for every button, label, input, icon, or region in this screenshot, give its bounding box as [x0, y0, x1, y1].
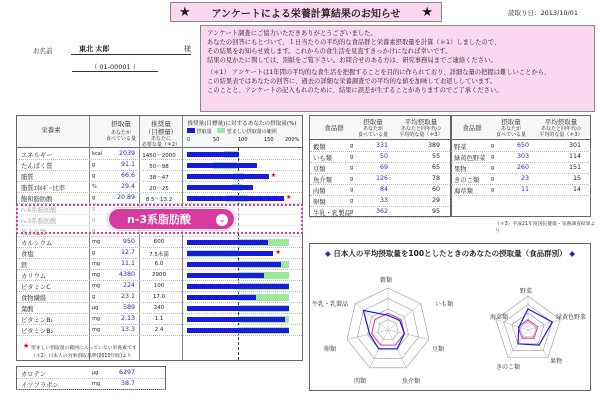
nutrient-intake: 12.7 — [120, 249, 135, 256]
nutrient-unit: g — [92, 162, 96, 168]
nutrient-row — [17, 259, 302, 270]
nutrient-unit: % — [92, 184, 97, 190]
food-average: 151 — [568, 164, 581, 171]
food-row — [451, 152, 591, 163]
food-name: 肉類 — [313, 188, 326, 195]
header-intake-left: 摂取量 — [363, 118, 383, 126]
nutrient-recommended: 240 — [153, 305, 165, 311]
nutrient-unit: mg — [92, 261, 101, 267]
nutrient-unit: mg — [92, 327, 101, 333]
food-unit: g — [491, 143, 495, 149]
radar-label: 肉類 — [354, 378, 367, 385]
header-avg-left: 平均摂取量 — [404, 118, 438, 126]
food-intake: 84 — [379, 186, 388, 193]
nutrient-row — [17, 314, 302, 325]
food-row — [310, 152, 450, 163]
notice-line: （＊1） アンケートは1年間の平均的な食生活を把握することを目的に作られており、詳細な量の把握は難しいことから、 — [207, 69, 551, 76]
food-name: きのこ類 — [454, 177, 480, 184]
nutrient-row — [17, 193, 302, 204]
header-intake-right: 摂取量 — [501, 118, 521, 126]
food-average: 78 — [431, 175, 440, 182]
nutrient-unit: kcal — [92, 151, 103, 157]
nutrient-recommended: 17.0 — [152, 294, 166, 300]
intake-bar — [187, 163, 257, 168]
header-chart: 推奨量(目標量)に対するあなたの摂取量(%) — [187, 121, 297, 127]
food-name: 卵類 — [313, 199, 326, 206]
header-food-group-left: 食品群 — [324, 124, 344, 132]
legend-range-label: 望ましい摂取量の範囲 — [226, 129, 277, 135]
food-group-panel — [309, 115, 591, 217]
radar-intake-line — [363, 310, 404, 349]
food-average: 15 — [572, 175, 581, 182]
food-intake: 303 — [516, 153, 529, 160]
radar-charts — [310, 244, 592, 392]
nutrient-row — [17, 303, 302, 314]
nutrient-unit: mg — [92, 239, 101, 245]
nutrient-unit: μg — [92, 370, 99, 376]
food-average: 60 — [431, 186, 440, 193]
nutrient-recommended: 20〜25 — [149, 186, 169, 192]
extra-nutrient-panel — [16, 366, 166, 390]
nutrient-name: 脂質ｴﾈﾙｷﾞｰ比率 — [21, 185, 66, 192]
food-name: 果物 — [454, 166, 467, 173]
radar-label: きのこ類 — [496, 364, 521, 371]
food-footnote: （＊3）平成21年度国民健康・栄養調査結果より — [495, 222, 596, 234]
diamond-icon: ◆ — [569, 249, 575, 258]
food-unit: g — [491, 165, 495, 171]
read-date: 読取り日：2013/10/01 — [508, 9, 578, 17]
radar-label: 牛乳・乳製品 — [312, 301, 349, 308]
person-name: 東北 太郎 — [79, 45, 110, 53]
nutrient-intake: 2.13 — [120, 315, 135, 322]
dropdown-label: n-3系脂肪酸 — [127, 213, 192, 226]
nutrient-recommended: 600 — [153, 239, 165, 245]
n3-fatty-acid-dropdown[interactable] — [108, 208, 235, 230]
legend — [187, 128, 277, 136]
food-intake: 650 — [516, 142, 529, 149]
food-average: 65 — [431, 164, 440, 171]
nutrient-unit: g — [92, 250, 96, 256]
food-row — [310, 207, 450, 218]
food-average: 389 — [427, 142, 440, 149]
radar-panel — [309, 243, 591, 391]
warning-star-icon: ★ — [275, 249, 281, 256]
intake-bar — [187, 262, 281, 267]
intake-bar — [187, 185, 253, 190]
header-avg-right: 平均摂取量 — [544, 118, 578, 126]
warning-star-icon: ★ — [270, 172, 277, 179]
intake-bar — [187, 174, 269, 179]
nutrient-unit: g — [92, 195, 96, 201]
extra-nutrient-row — [17, 368, 165, 379]
notice-line: この結果表ではあなたの回答に、過去の詳細な栄養調査での平均的な値を加味してお返ししています。 — [207, 78, 497, 85]
notice-paragraph-2 — [207, 68, 588, 95]
nutrient-name: 葉酸 — [21, 306, 34, 313]
nutrient-row — [17, 248, 302, 259]
food-intake: 23 — [520, 175, 529, 182]
radar-label: 豆類 — [432, 346, 445, 353]
food-name: 魚介類 — [313, 177, 332, 184]
nutrient-name: 飽和脂肪酸 — [21, 196, 53, 203]
food-intake: 69 — [379, 164, 388, 171]
food-unit: g — [350, 176, 354, 182]
intake-bar — [187, 196, 284, 201]
header-intake-sub: あなたが 食べている量 — [105, 130, 136, 142]
nutrient-name: ビタミンB₂ — [21, 328, 54, 335]
scale-50: 50 — [213, 137, 220, 143]
nutrient-intake: 29.4 — [120, 183, 135, 190]
food-row — [451, 174, 591, 185]
food-row — [310, 174, 450, 185]
legend-range-swatch — [217, 128, 225, 133]
nutrient-row — [17, 325, 302, 336]
food-name: 海草類 — [454, 188, 473, 195]
food-row — [310, 163, 450, 174]
star-right-icon: ★ — [421, 4, 433, 20]
food-unit: g — [350, 154, 354, 160]
food-name: 野菜 — [454, 144, 467, 151]
header-food-group-right: 食品群 — [462, 124, 482, 132]
intake-bar — [187, 251, 273, 256]
nutrient-recommended: 2900 — [152, 272, 166, 278]
food-name: 緑黄色野菜 — [454, 155, 486, 162]
radar-label: 海草類 — [490, 314, 509, 321]
nutrient-intake: 23.1 — [120, 293, 135, 300]
nutrient-name: ビタミンB₁ — [21, 317, 54, 324]
notice-line: 結果の見かたに関しては、別紙をご覧下さい。お問合せのある方は、研究事務局までご連絡ください。 — [207, 57, 497, 64]
nutrient-row — [17, 171, 302, 182]
name-label: お名前 — [33, 47, 53, 55]
radar-label: 緑黄色野菜 — [556, 314, 587, 321]
nutrient-unit: g — [92, 294, 96, 300]
note-reference: （＊2）日本人の食事摂取基準(2010年版)より — [31, 354, 132, 359]
radar-label: 卵類 — [324, 346, 337, 353]
star-icon: ★ — [23, 342, 30, 350]
nutrient-name: たんぱく質 — [21, 163, 53, 170]
food-row — [310, 141, 450, 152]
radar-label: いも類 — [435, 301, 454, 308]
notice-paragraph-1 — [207, 29, 588, 65]
intake-bar — [187, 317, 285, 322]
warning-star-icon: ★ — [285, 194, 292, 201]
radar-label: 果物 — [550, 358, 563, 365]
radar-label: 野菜 — [520, 288, 533, 295]
nutrient-intake: 13.3 — [120, 326, 135, 333]
nutrient-name: ビタミンC — [21, 284, 51, 291]
nutrient-row — [17, 237, 302, 248]
header-nutrient: 栄養素 — [41, 126, 61, 134]
nutrient-intake: 589 — [122, 304, 135, 311]
food-average: 29 — [431, 197, 440, 204]
nutrient-recommended: 38〜47 — [149, 175, 169, 181]
nutrient-recommended: 100 — [153, 283, 165, 289]
food-unit: g — [350, 209, 354, 215]
nutrient-recommended: 8.5〜13.2 — [145, 197, 173, 203]
nutrient-row — [17, 292, 302, 303]
nutrient-recommended: 1.1 — [154, 316, 164, 322]
header-intake: 摂取量 — [111, 120, 131, 128]
nutrient-name: 脂質 — [21, 174, 34, 181]
nutrient-recommended: 6.0 — [154, 261, 164, 267]
diamond-icon: ◆ — [325, 249, 331, 258]
food-name: いも類 — [313, 155, 332, 162]
food-intake: 331 — [375, 142, 388, 149]
radar-label: 穀類 — [380, 277, 393, 284]
person-id: （ 01-00001 ） — [72, 62, 158, 72]
header-intake-sub-right: あなたが 食べている量 — [495, 126, 526, 138]
food-unit: g — [350, 143, 354, 149]
food-row — [451, 185, 591, 196]
food-unit: g — [350, 187, 354, 193]
food-row — [310, 185, 450, 196]
food-unit: g — [491, 176, 495, 182]
food-intake: 362 — [375, 208, 388, 215]
food-name: 穀類 — [313, 144, 326, 151]
nutrient-name: 鉄 — [21, 262, 28, 269]
nutrient-intake: 950 — [122, 238, 135, 245]
nutrient-row — [17, 160, 302, 171]
nutrient-intake: 6297 — [118, 369, 135, 376]
notice-box — [200, 25, 595, 112]
header-recommended: 推奨量 （目標量） — [144, 120, 178, 136]
food-unit: g — [491, 154, 495, 160]
nutrient-row — [17, 281, 302, 292]
header-intake-sub-left: あなたが 食べている量 — [357, 126, 388, 138]
food-intake: 33 — [379, 197, 388, 204]
food-row — [310, 196, 450, 207]
notice-line: その結果をお知らせ致します。これからの食生活を見直すきっかけになれば幸いです。 — [207, 48, 452, 55]
radar-title-text: 日本人の平均摂取量を100としたときのあなたの摂取量（食品群別） — [333, 249, 567, 258]
nutrient-row — [17, 270, 302, 281]
header-recommended-sub: あなたに 必要な量（＊2） — [141, 136, 181, 148]
intake-bar — [187, 295, 256, 300]
nutrient-name: カルシウム — [21, 240, 53, 247]
nutrient-intake: 66.6 — [120, 172, 135, 179]
nutrient-panel — [16, 115, 303, 361]
page-title: アンケートによる栄養計算結果のお知らせ — [211, 8, 401, 20]
food-intake: 260 — [516, 164, 529, 171]
header-avg-sub-left: あなたと同年代の 平均的な量（＊3） — [399, 126, 443, 138]
nutrient-unit: mg — [92, 381, 101, 387]
nutrient-unit: mg — [92, 283, 101, 289]
nutrient-intake: 2039 — [118, 150, 135, 157]
nutrient-name: エネルギー — [21, 152, 53, 159]
nutrient-row — [17, 149, 302, 160]
food-name: 豆類 — [313, 166, 326, 173]
intake-bar — [187, 273, 264, 278]
food-average: 301 — [568, 142, 581, 149]
intake-bar — [187, 152, 239, 157]
nutrient-unit: mg — [92, 272, 101, 278]
food-average: 95 — [431, 208, 440, 215]
nutrient-intake: 11.1 — [120, 260, 135, 267]
food-name: 牛乳・乳製品 — [313, 210, 351, 217]
food-average: 55 — [431, 153, 440, 160]
nutrient-name: カリウム — [21, 273, 47, 280]
nutrient-unit: μg — [92, 305, 99, 311]
scale-150: 150 — [264, 137, 274, 143]
nutrient-intake: 20.89 — [116, 194, 135, 201]
scale-100: 100 — [238, 137, 248, 143]
title-bar — [170, 2, 442, 22]
legend-intake-swatch — [187, 128, 195, 133]
nutrient-name: カロテン — [21, 371, 46, 378]
notice-line: あなたの回答にもとづいて、１日当たりの平均的な食品群と栄養素摂取量を計算（＊1）しましたので、 — [207, 39, 501, 46]
food-intake: 11 — [520, 186, 529, 193]
nutrient-intake: 91.1 — [120, 161, 135, 168]
star-left-icon: ★ — [179, 4, 191, 20]
food-intake: 126 — [375, 175, 388, 182]
nutrient-intake: 38.7 — [120, 380, 135, 387]
honorific: 様 — [184, 45, 191, 53]
nutrient-row — [17, 182, 302, 193]
nutrient-name: 食塩 — [21, 251, 34, 258]
food-unit: g — [491, 187, 495, 193]
name-value — [71, 44, 191, 55]
notice-line: アンケート調査にご協力いただきありがとうございました。 — [207, 30, 377, 37]
nutrient-intake: 4380 — [118, 271, 135, 278]
food-intake: 50 — [379, 153, 388, 160]
scale-0: 0 — [187, 137, 191, 143]
food-average: 114 — [568, 153, 581, 160]
intake-bar — [187, 306, 289, 311]
header-avg-sub-right: あなたと同年代の 平均的な量（＊3） — [539, 126, 583, 138]
chevron-down-icon[interactable]: ⌄ — [216, 214, 228, 226]
food-row — [451, 163, 591, 174]
food-row — [451, 141, 591, 152]
nutrient-name: イソフラボン — [21, 382, 59, 389]
radar-label: 魚介類 — [402, 378, 421, 385]
nutrient-intake: 224 — [122, 282, 135, 289]
food-average: 14 — [572, 186, 581, 193]
nutrient-recommended: 1450〜2000 — [142, 153, 176, 159]
nutrient-header — [17, 116, 302, 148]
food-unit: g — [350, 198, 354, 204]
notice-line: このことと、アンケートの記入もれのために、結果に誤差が生ずることがありますのでご了承ください。 — [207, 87, 503, 94]
note-star: 望ましい摂取量の範囲に入っていない栄養素です — [31, 346, 137, 351]
scale-200: 200% — [285, 137, 300, 143]
nutrient-recommended: 2.4 — [154, 327, 164, 333]
legend-intake-label: 摂取量 — [196, 129, 212, 135]
nutrient-name: 食物繊維 — [21, 295, 47, 302]
nutrient-unit: mg — [92, 316, 101, 322]
intake-bar — [187, 284, 289, 289]
nutrient-recommended: 7.5未満 — [149, 252, 169, 258]
nutrient-recommended: 50〜98 — [149, 164, 169, 170]
food-unit: g — [350, 165, 354, 171]
intake-bar — [187, 240, 268, 245]
intake-bar — [187, 328, 289, 333]
extra-nutrient-row — [17, 379, 165, 390]
nutrient-unit: g — [92, 173, 96, 179]
